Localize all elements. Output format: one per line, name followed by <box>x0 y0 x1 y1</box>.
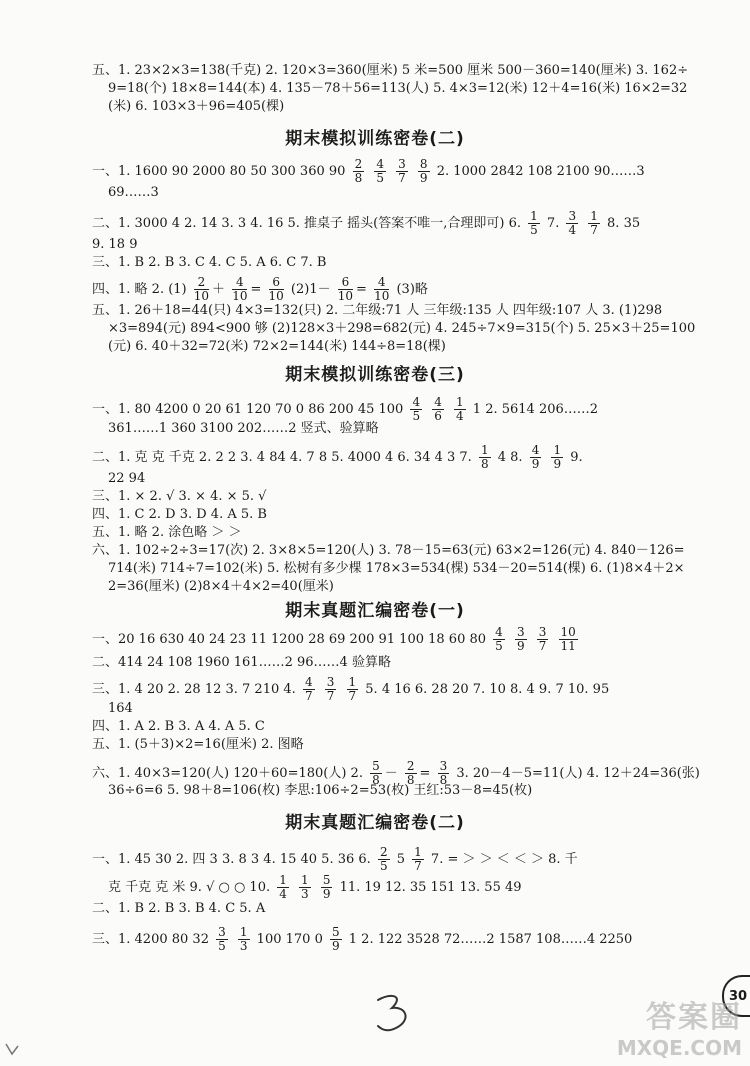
fraction: $\frac{3}{5}$ <box>218 925 226 953</box>
fraction: $\frac{3}{7}$ <box>326 675 335 703</box>
fraction: $\frac{2}{10}$ <box>193 275 210 303</box>
fraction: $\frac{4}{7}$ <box>304 675 313 703</box>
fraction: $\frac{1}{4}$ <box>279 873 287 901</box>
answer-line: 六、1. 102÷2÷3=17(次) 2. 3×8×5=120(人) 3. 78－15=63(元) 63×2=126(元) 4. 840－126= <box>92 543 685 558</box>
answer-line: 三、1. 4 20 2. 28 12 3. 7 210 4. $\frac{4}{7}$ $\frac{3}{7}$ $\frac{1}{7}$ 5. 4 16 6. 28 20 7. 10 8. 4 9. 7 10. 95 <box>92 675 610 703</box>
answer-line: (米) 6. 103×3＋96=405(棵) <box>108 99 285 114</box>
fraction: $\frac{1}{7}$ <box>348 675 357 703</box>
handwritten-mark <box>370 990 430 1040</box>
watermark-logo <box>612 1000 750 1066</box>
answer-line: 六、1. 40×3=120(人) 120＋60=180(人) 2. $\frac{5}{8}$ － $\frac{2}{8}$ = $\frac{3}{8}$ 3. 20－4－5=11(人) 4. 12＋24=36(张) <box>92 759 700 787</box>
watermark-url: MXQE.COM <box>616 1036 742 1060</box>
answer-line: 五、1. 23×2×3=138(千克) 2. 120×3=360(厘米) 5 米=500 厘米 500－360=140(厘米) 3. 162÷ <box>92 63 689 78</box>
answer-line: 五、1. 略 2. 涂色略 ＞ ＞ <box>92 525 242 540</box>
answer-line: 五、1. (5＋3)×2=16(厘米) 2. 图略 <box>92 737 304 752</box>
section-title: 期末真题汇编密卷(二) <box>285 813 465 833</box>
answer-line: 三、1. 4200 80 32 $\frac{3}{5}$ $\frac{1}{3}$ 100 170 0 $\frac{5}{9}$ 1 2. 122 3528 72……2 1587 108……4 2250 <box>92 925 633 953</box>
answer-line: 22 94 <box>108 471 146 486</box>
fraction: $\frac{10}{11}$ <box>560 625 576 653</box>
fraction: $\frac{4}{9}$ <box>531 443 540 471</box>
fraction: $\frac{2}{8}$ <box>354 157 363 185</box>
answer-line: 9. 18 9 <box>92 237 138 252</box>
answer-line: 三、1. B 2. B 3. C 4. C 5. A 6. C 7. B <box>92 255 327 270</box>
answer-line: 五、1. 26＋18=44(只) 4×3=132(只) 2. 二年级:71 人 三年级:135 人 四年级:107 人 3. (1)298 <box>92 303 663 318</box>
answer-line: 714(米) 714÷7=102(米) 5. 松树有多少棵 178×3=534(棵) 534－20=514(棵) 6. (1)8×4＋2× <box>108 561 685 576</box>
answer-line: 二、1. 克 克 千克 2. 2 2 3. 4 84 4. 7 8 5. 4000 4 6. 34 4 3 7. $\frac{1}{8}$ 4 8. $\frac{4}{9}$ $\frac{1}{9}$ 9. <box>92 443 583 471</box>
answer-line: 四、1. 略 2. (1) $\frac{2}{10}$ ＋ $\frac{4}{10}$ = $\frac{6}{10}$ (2)1－ $\frac{6}{10}$ = $\frac{4}{10}$ (3)略 <box>92 275 428 303</box>
section-title: 期末真题汇编密卷(一) <box>285 601 465 621</box>
fraction: $\frac{2}{8}$ <box>406 759 415 787</box>
answer-line: 克 千克 克 米 9. √ ○ ○ 10. $\frac{1}{4}$ $\frac{1}{3}$ $\frac{5}{9}$ 11. 19 12. 35 151 13. 55 49 <box>108 873 522 901</box>
fraction: $\frac{2}{5}$ <box>379 845 388 873</box>
fraction: $\frac{1}{5}$ <box>530 209 538 237</box>
answer-line: 一、1. 80 4200 0 20 61 120 70 0 86 200 45 100 $\frac{4}{5}$ $\frac{4}{6}$ $\frac{1}{4}$ 1 2. 5614 206……2 <box>92 395 599 423</box>
answer-line: 三、1. × 2. √ 3. × 4. × 5. √ <box>92 489 267 504</box>
fraction: $\frac{5}{9}$ <box>322 873 331 901</box>
section-title: 期末模拟训练密卷(三) <box>285 365 465 385</box>
corner-mark <box>4 1042 22 1058</box>
fraction: $\frac{6}{10}$ <box>337 275 354 303</box>
fraction: $\frac{1}{3}$ <box>301 873 309 901</box>
page-number: 30 <box>722 975 750 1017</box>
fraction: $\frac{1}{7}$ <box>590 209 598 237</box>
fraction: $\frac{4}{5}$ <box>412 395 421 423</box>
fraction: $\frac{4}{6}$ <box>434 395 442 423</box>
answer-line: 9=18(个) 18×8=144(本) 4. 135－78＋56=113(人) 5. 4×3=12(米) 12＋4=16(米) 16×2=32 <box>108 81 688 96</box>
answer-line: ×3=894(元) 894<900 够 (2)128×3＋298=682(元) 4. 245÷7×9=315(个) 5. 25×3＋25=100 <box>108 321 696 336</box>
fraction: $\frac{4}{10}$ <box>374 275 390 303</box>
answer-line: 69……3 <box>108 185 159 200</box>
fraction: $\frac{4}{5}$ <box>495 625 503 653</box>
answer-line: 二、1. B 2. B 3. B 4. C 5. A <box>92 901 266 916</box>
watermark-text: 答案圈 <box>646 1000 742 1035</box>
answer-line: 一、1. 1600 90 2000 80 50 300 360 90 $\frac{2}{8}$ $\frac{4}{5}$ $\frac{3}{7}$ $\frac{8}{9}$ 2. 1000 2842 108 2100 90……3 <box>92 157 645 185</box>
fraction: $\frac{6}{10}$ <box>268 275 284 303</box>
fraction: $\frac{1}{8}$ <box>480 443 489 471</box>
fraction: $\frac{3}{8}$ <box>439 759 448 787</box>
fraction: $\frac{1}{3}$ <box>239 925 248 953</box>
answer-line: 361……1 360 3100 202……2 竖式、验算略 <box>108 421 379 436</box>
fraction: $\frac{5}{9}$ <box>331 925 340 953</box>
answer-line: 二、1. 3000 4 2. 14 3. 3 4. 16 5. 推桌子 摇头(答案不唯一,合理即可) 6. $\frac{1}{5}$ 7. $\frac{3}{4}$ $\frac{1}{7}$ 8. 35 <box>92 209 641 237</box>
fraction: $\frac{3}{7}$ <box>538 625 547 653</box>
answer-line: 164 <box>108 701 133 716</box>
answer-line: 2=36(厘米) (2)8×4＋4×2=40(厘米) <box>108 579 334 594</box>
answer-line: 四、1. C 2. D 3. D 4. A 5. B <box>92 507 267 522</box>
fraction: $\frac{1}{4}$ <box>456 395 464 423</box>
fraction: $\frac{8}{9}$ <box>419 157 428 185</box>
answer-line: 一、1. 45 30 2. 四 3 3. 8 3 4. 15 40 5. 36 6. $\frac{2}{5}$ 5 $\frac{1}{7}$ 7. = ＞ ＞ ＜ ＜ ＞ 8. 千 <box>92 845 578 873</box>
fraction: $\frac{5}{8}$ <box>372 759 380 787</box>
fraction: $\frac{3}{7}$ <box>398 157 406 185</box>
section-title: 期末模拟训练密卷(二) <box>285 129 465 149</box>
fraction: $\frac{1}{7}$ <box>414 845 422 873</box>
fraction: $\frac{1}{9}$ <box>553 443 562 471</box>
fraction: $\frac{3}{4}$ <box>568 209 577 237</box>
fraction: $\frac{3}{9}$ <box>516 625 525 653</box>
answer-line: 二、414 24 108 1960 161……2 96……4 验算略 <box>92 655 391 670</box>
fraction: $\frac{4}{5}$ <box>376 157 384 185</box>
answer-line: 一、20 16 630 40 24 23 11 1200 28 69 200 91 100 18 60 80 $\frac{4}{5}$ $\frac{3}{9}$ $\frac{3}{7}$ $\frac{10}{11}$ <box>92 625 576 653</box>
answer-line: 36÷6=6 5. 98＋8=106(枚) 李思:106÷2=53(枚) 王红:53－8=45(枚) <box>108 783 533 798</box>
answer-line: (元) 6. 40＋32=72(米) 72×2=144(米) 144÷8=18(棵) <box>108 339 446 354</box>
answer-line: 四、1. A 2. B 3. A 4. A 5. C <box>92 719 265 734</box>
fraction: $\frac{4}{10}$ <box>232 275 248 303</box>
